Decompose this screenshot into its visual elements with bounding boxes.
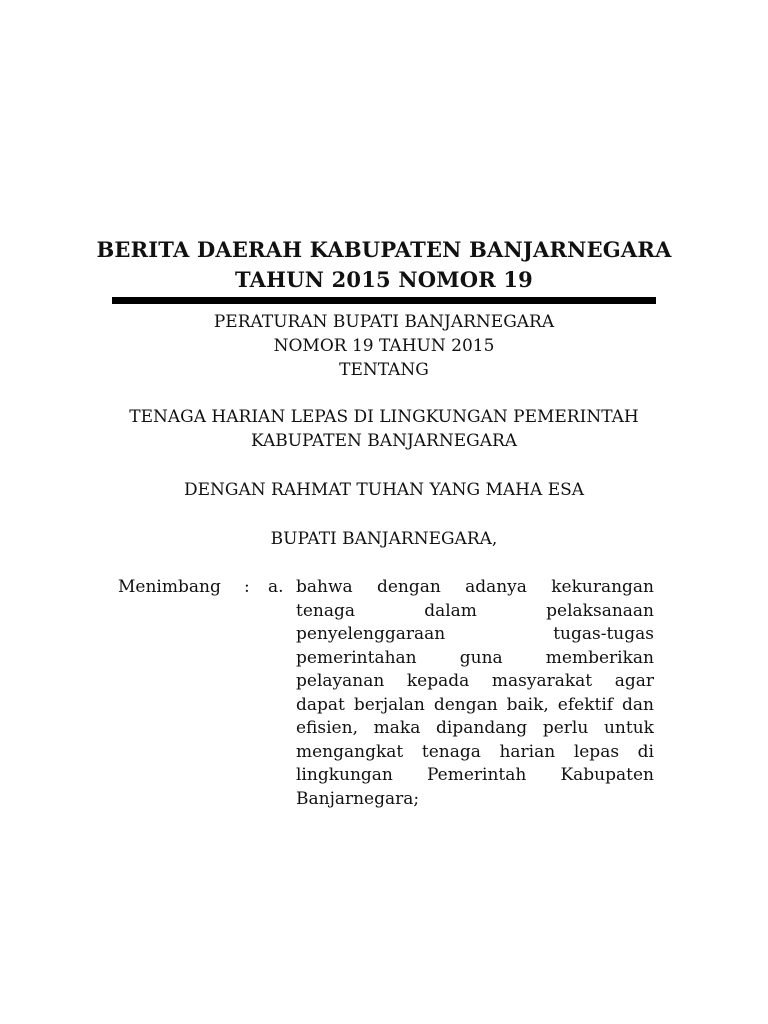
word: dengan xyxy=(433,694,498,715)
word: pelayanan xyxy=(296,671,385,691)
invocation: DENGAN RAHMAT TUHAN YANG MAHA ESA xyxy=(183,480,585,500)
subject-line-1: TENAGA HARIAN LEPAS DI LINGKUNGAN PEMERINTAH xyxy=(129,407,639,427)
word: tenaga xyxy=(296,600,355,621)
word: perlu xyxy=(542,718,589,738)
subject-line-2: KABUPATEN BANJARNEGARA xyxy=(250,431,518,451)
regulation-number: NOMOR 19 TAHUN 2015 xyxy=(273,336,495,356)
gazette-title: BERITA DAERAH KABUPATEN BANJARNEGARA xyxy=(96,237,672,262)
word: dapat xyxy=(296,694,345,715)
considering-item-marker: a. xyxy=(268,577,284,597)
word: efektif xyxy=(557,694,614,715)
word: kepada xyxy=(406,671,470,691)
gazette-number: TAHUN 2015 NOMOR 19 xyxy=(234,267,533,292)
word: guna xyxy=(459,647,503,668)
word: bahwa xyxy=(296,577,353,597)
considering-paragraph xyxy=(296,576,654,811)
word: lepas xyxy=(573,741,620,762)
word: dalam xyxy=(424,600,477,621)
word: adanya xyxy=(465,577,527,597)
paragraph-line xyxy=(296,694,654,718)
paragraph-line xyxy=(296,670,654,694)
regulation-about: TENTANG xyxy=(339,360,429,380)
word: kekurangan xyxy=(551,577,654,597)
word: dengan xyxy=(376,577,441,597)
word: pelaksanaan xyxy=(546,600,654,621)
paragraph-line xyxy=(296,741,654,765)
word: Kabupaten xyxy=(560,765,654,785)
regulation-title: PERATURAN BUPATI BANJARNEGARA xyxy=(213,312,555,332)
paragraph-line xyxy=(296,600,654,624)
word: dan xyxy=(622,694,654,715)
word: mengangkat xyxy=(296,741,404,762)
paragraph-line xyxy=(296,717,654,741)
paragraph-line xyxy=(296,623,654,647)
word: penyelenggaraan xyxy=(296,624,446,644)
word: untuk xyxy=(603,718,654,738)
word: di xyxy=(637,741,654,762)
word: tenaga xyxy=(421,741,481,762)
paragraph-line: Banjarnegara; xyxy=(296,788,420,809)
considering-label: Menimbang xyxy=(118,577,221,597)
word: harian xyxy=(499,741,556,762)
word: masyarakat xyxy=(491,671,593,691)
word: memberikan xyxy=(545,647,654,668)
header-divider xyxy=(112,297,656,304)
word: tugas-tugas xyxy=(553,624,654,644)
word: baik, xyxy=(506,694,549,715)
paragraph-line xyxy=(296,647,654,671)
word: dipandang xyxy=(436,718,528,738)
paragraph-line xyxy=(296,576,654,600)
word: maka xyxy=(373,718,421,738)
word: Pemerintah xyxy=(427,765,527,785)
considering-colon: : xyxy=(244,577,250,597)
issuer: BUPATI BANJARNEGARA, xyxy=(270,529,498,549)
word: agar xyxy=(614,671,654,691)
word: efisien, xyxy=(296,718,358,738)
paragraph-line xyxy=(296,764,654,788)
word: lingkungan xyxy=(296,765,393,785)
word: berjalan xyxy=(353,694,425,715)
word: pemerintahan xyxy=(296,647,417,668)
